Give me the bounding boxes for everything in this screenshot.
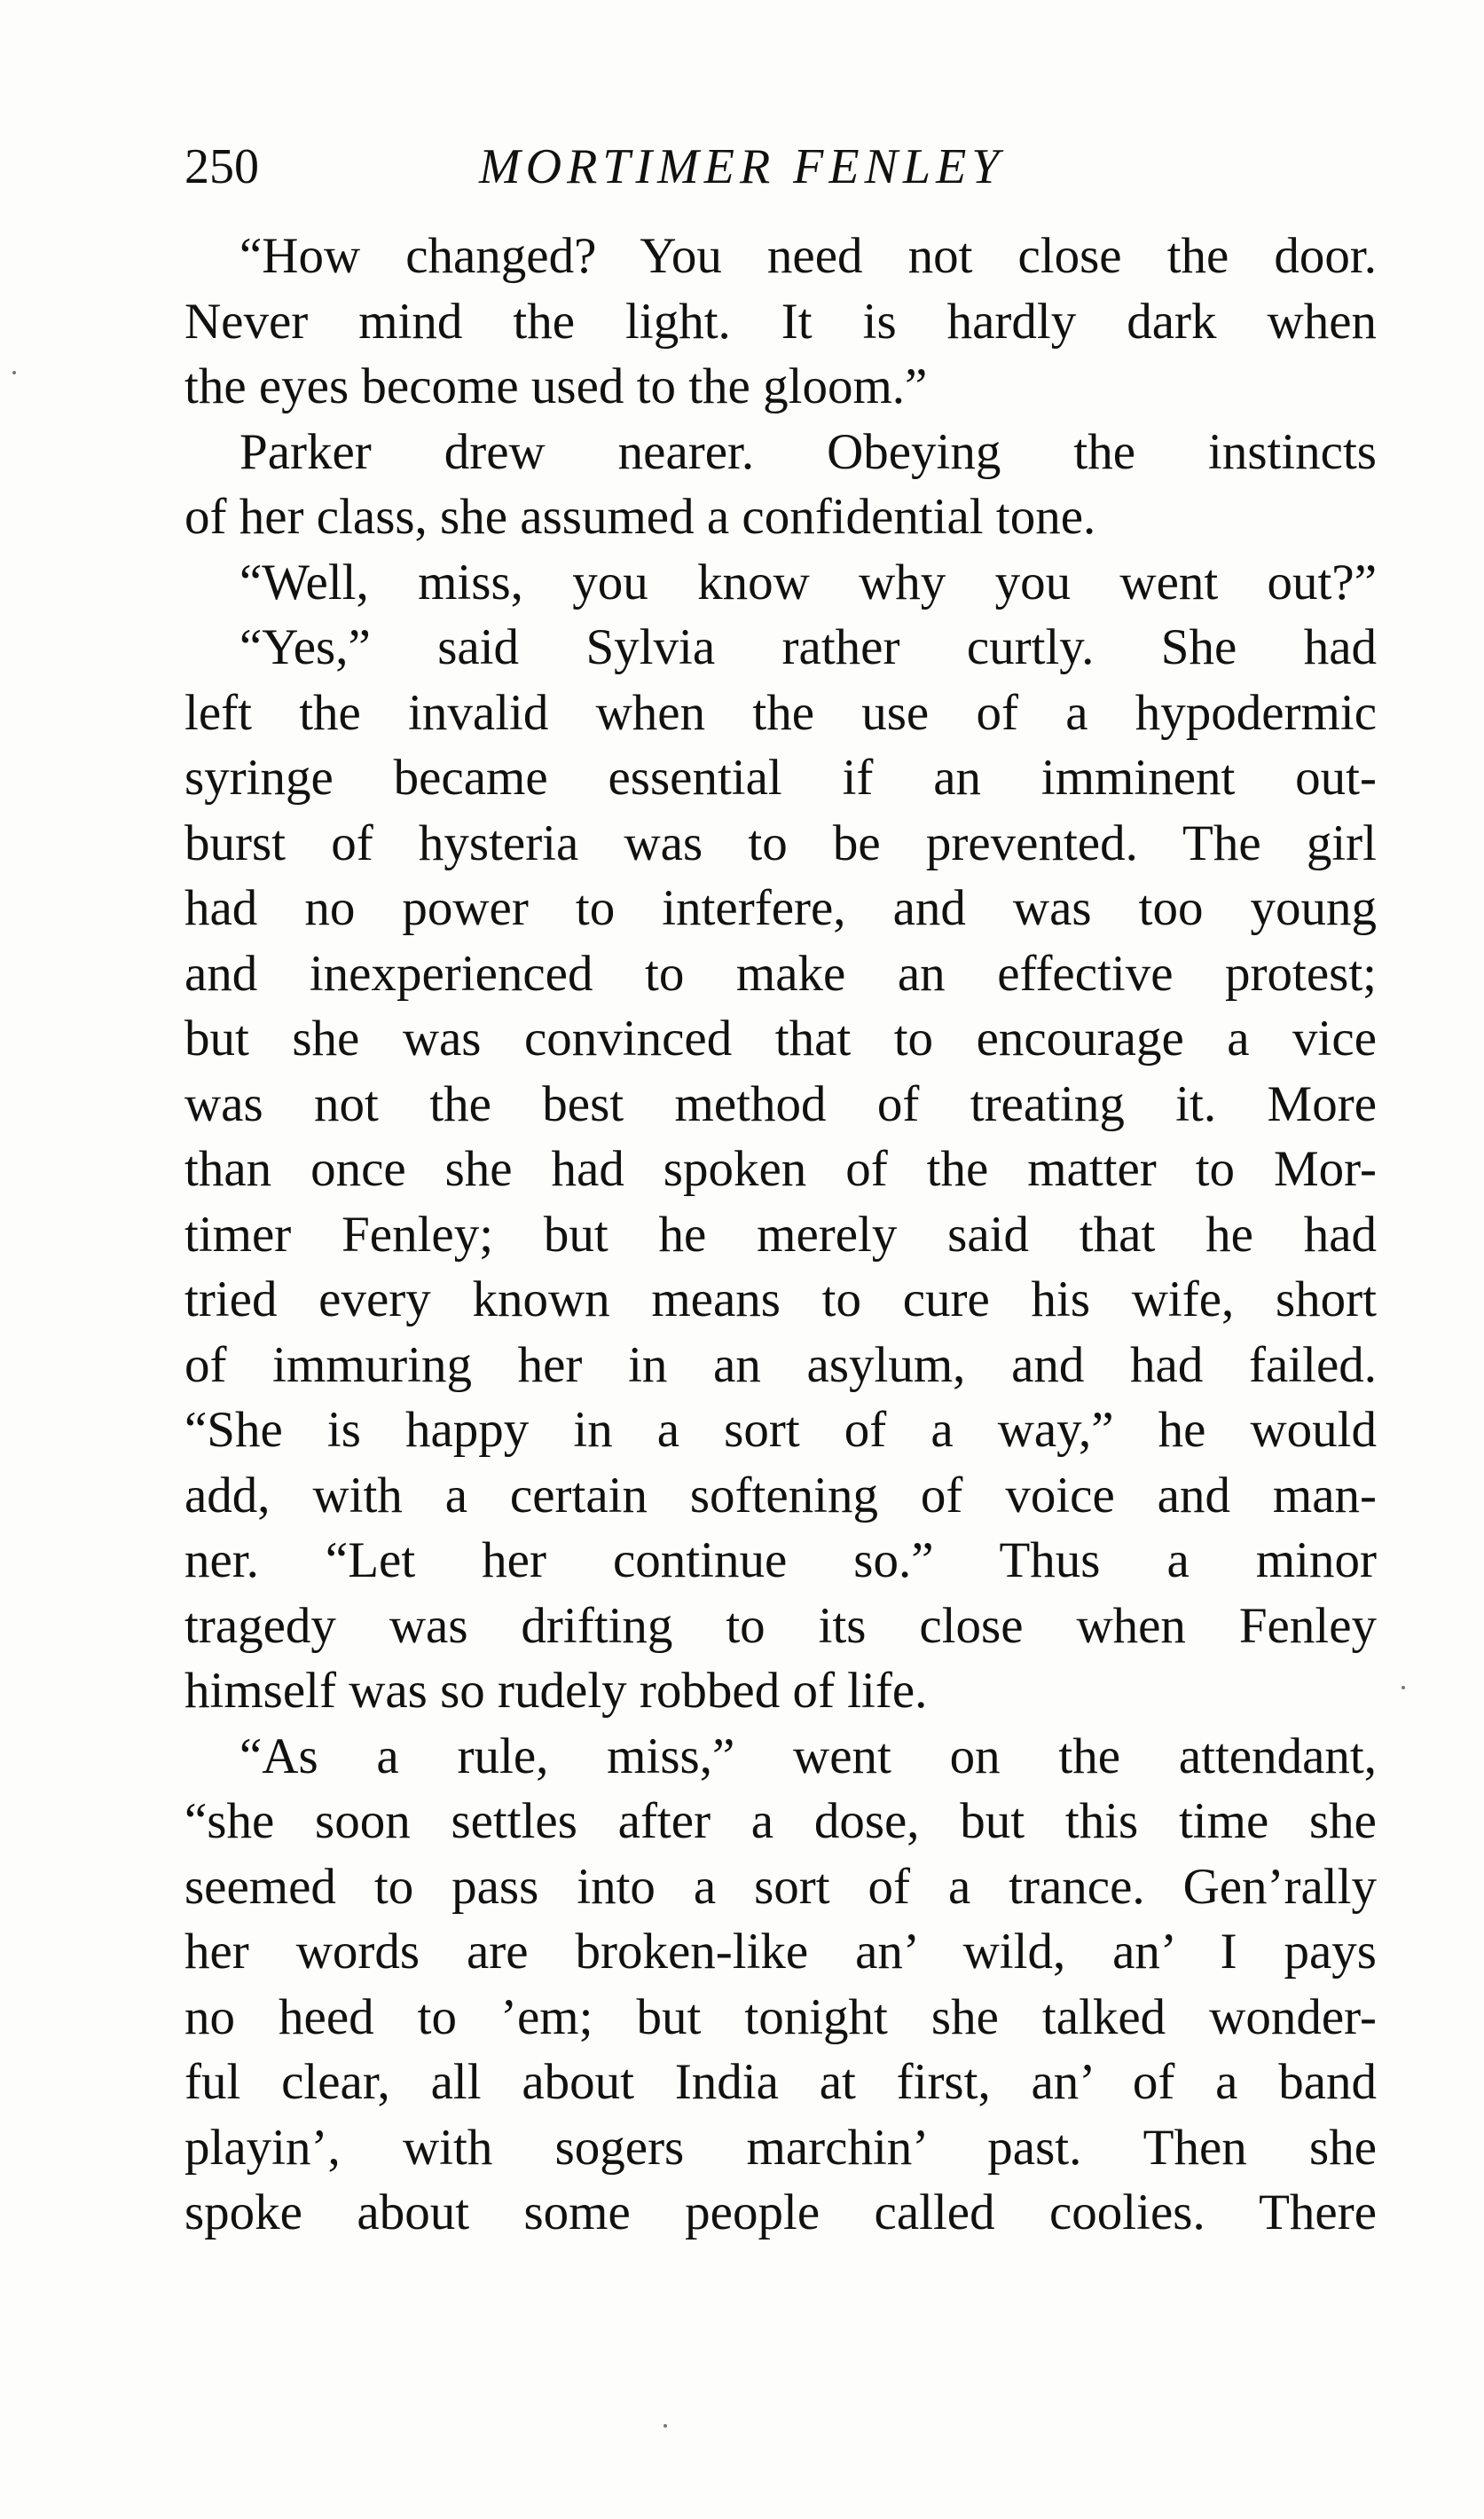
- text-line: but she was convinced that to encourage a vice: [185, 1011, 1377, 1067]
- text-line: the eyes become used to the gloom.”: [185, 358, 928, 414]
- paper-speck: [12, 371, 16, 374]
- text-line: “she soon settles after a dose, but this time she: [185, 1793, 1377, 1849]
- text-line: left the invalid when the use of a hypodermic: [185, 684, 1377, 741]
- text-line: “Yes,” said Sylvia rather curtly. She had: [239, 619, 1377, 675]
- text-line: was not the best method of treating it. More: [185, 1075, 1377, 1132]
- body-text: [185, 224, 1377, 2246]
- text-line: himself was so rudely robbed of life.: [185, 1663, 928, 1719]
- text-line: “As a rule, miss,” went on the attendant,: [239, 1728, 1377, 1784]
- text-line: seemed to pass into a sort of a trance. Gen’rally: [185, 1858, 1377, 1915]
- text-line: and inexperienced to make an effective protest;: [185, 945, 1377, 1002]
- text-line: “She is happy in a sort of a way,” he would: [185, 1402, 1377, 1458]
- text-line: add, with a certain softening of voice and man-: [185, 1467, 1377, 1523]
- paper-speck: [1402, 1686, 1405, 1689]
- text-line: playin’, with sogers marchin’ past. Then she: [185, 2119, 1377, 2176]
- text-line: her words are broken-like an’ wild, an’ I pays: [185, 1924, 1377, 1980]
- text-line: Parker drew nearer. Obeying the instincts: [239, 423, 1377, 480]
- page-header: [185, 131, 1364, 202]
- text-line: no heed to ’em; but tonight she talked wonder-: [185, 1988, 1377, 2045]
- text-line: ful clear, all about India at first, an’ of a band: [185, 2054, 1377, 2110]
- text-line: had no power to interfere, and was too young: [185, 880, 1377, 936]
- text-line: tried every known means to cure his wife, short: [185, 1271, 1377, 1327]
- text-line: of immuring her in an asylum, and had failed.: [185, 1336, 1377, 1393]
- text-line: ner. “Let her continue so.” Thus a minor: [185, 1532, 1377, 1588]
- text-line: “How changed? You need not close the door.: [239, 228, 1377, 284]
- text-line: syringe became essential if an imminent out-: [185, 750, 1377, 806]
- text-line: than once she had spoken of the matter to Mor-: [185, 1141, 1377, 1197]
- paper-speck: [663, 2424, 667, 2428]
- text-line: tragedy was drifting to its close when Fenley: [185, 1597, 1377, 1654]
- text-line: spoke about some people called coolies. There: [185, 2184, 1377, 2240]
- text-line: of her class, she assumed a confidential tone.: [185, 489, 1096, 545]
- text-line: timer Fenley; but he merely said that he had: [185, 1206, 1377, 1263]
- text-line: Never mind the light. It is hardly dark when: [185, 293, 1377, 350]
- page-number: 250: [185, 139, 259, 194]
- text-line: burst of hysteria was to be prevented. The girl: [185, 815, 1377, 871]
- text-line: “Well, miss, you know why you went out?”: [239, 554, 1377, 610]
- running-title: MORTIMER FENLEY: [479, 139, 1005, 194]
